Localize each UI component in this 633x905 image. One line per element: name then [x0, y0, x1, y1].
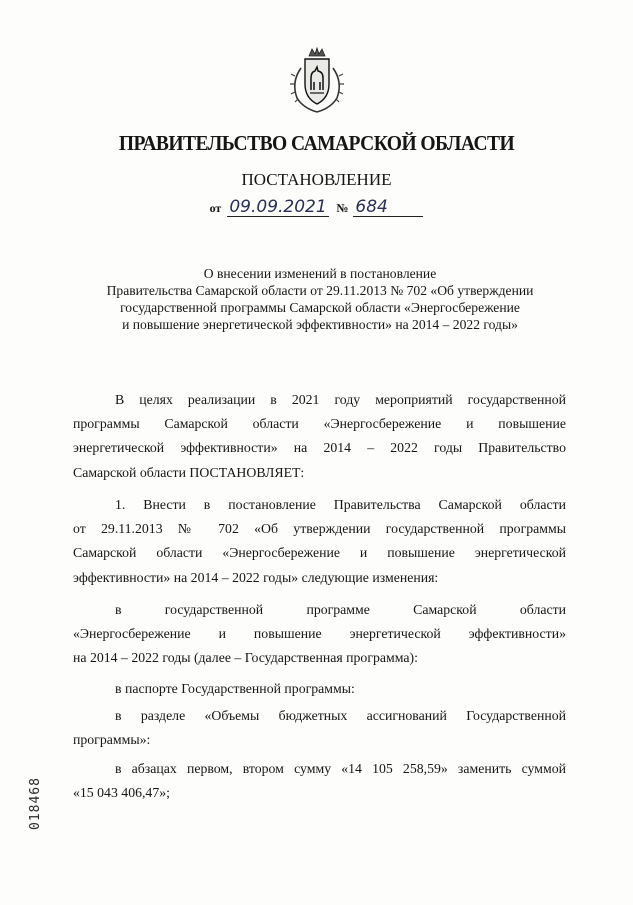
handwritten-date: 09.09.2021 — [227, 199, 329, 217]
text-line: в паспорте Государственной программы: — [115, 681, 355, 696]
paragraph-preamble — [73, 390, 566, 482]
text-line: Самарской области ПОСТАНОВЛЯЕТ: — [73, 464, 305, 480]
text-line: «Энергосбережение и повышение энергетической эффективности» — [73, 626, 566, 642]
text-line: в разделе «Объемы бюджетных ассигнований Государственной — [115, 708, 566, 723]
handwritten-number: 684 — [353, 199, 423, 217]
organization-title: ПРАВИТЕЛЬСТВО САМАРСКОЙ ОБЛАСТИ — [118, 131, 515, 155]
text-line: энергетической эффективности» на 2014 – 2022 годы Правительство — [73, 440, 566, 456]
text-line: В целях реализации в 2021 году мероприятий государственной — [115, 392, 566, 407]
date-label: от — [209, 201, 222, 215]
text-line: Самарской области «Энергосбережение и повышение энергетической — [73, 545, 566, 561]
paragraph-item-1 — [73, 495, 566, 587]
text-line: в абзацах первом, втором сумму «14 105 258,59» заменить суммой — [115, 761, 566, 776]
subject-line: и повышение энергетической эффективности» на 2014 – 2022 годы» — [122, 317, 518, 332]
coat-of-arms-emblem — [287, 46, 347, 116]
text-line: в государственной программе Самарской области — [115, 602, 566, 617]
text-line: программы Самарской области «Энергосбережение и повышение — [73, 416, 566, 432]
number-label: № — [336, 201, 349, 215]
document-type: ПОСТАНОВЛЕНИЕ — [241, 170, 392, 189]
subject-line: государственной программы Самарской области «Энергосбережение — [120, 300, 520, 315]
document-subject — [70, 265, 570, 333]
text-line: программы»: — [73, 732, 151, 748]
date-number-line — [0, 199, 633, 217]
text-line: на 2014 – 2022 годы (далее – Государственная программа): — [73, 650, 418, 666]
subject-line: Правительства Самарской области от 29.11.2013 № 702 «Об утверждении — [106, 283, 534, 298]
paragraph-amount — [73, 759, 566, 802]
text-line: эффективности» на 2014 – 2022 годы» следующие изменения: — [73, 569, 439, 585]
text-line: «15 043 406,47»; — [73, 785, 170, 801]
paragraph-program — [73, 600, 566, 668]
paragraph-section — [73, 706, 566, 749]
subject-line: О внесении изменений в постановление — [203, 266, 437, 281]
text-line: 1. Внести в постановление Правительства Самарской области — [115, 497, 566, 512]
text-line: от 29.11.2013 № 702 «Об утверждении государственной программы — [73, 521, 566, 537]
paragraph-passport — [73, 679, 566, 698]
margin-serial-number: 018468 — [28, 777, 43, 830]
